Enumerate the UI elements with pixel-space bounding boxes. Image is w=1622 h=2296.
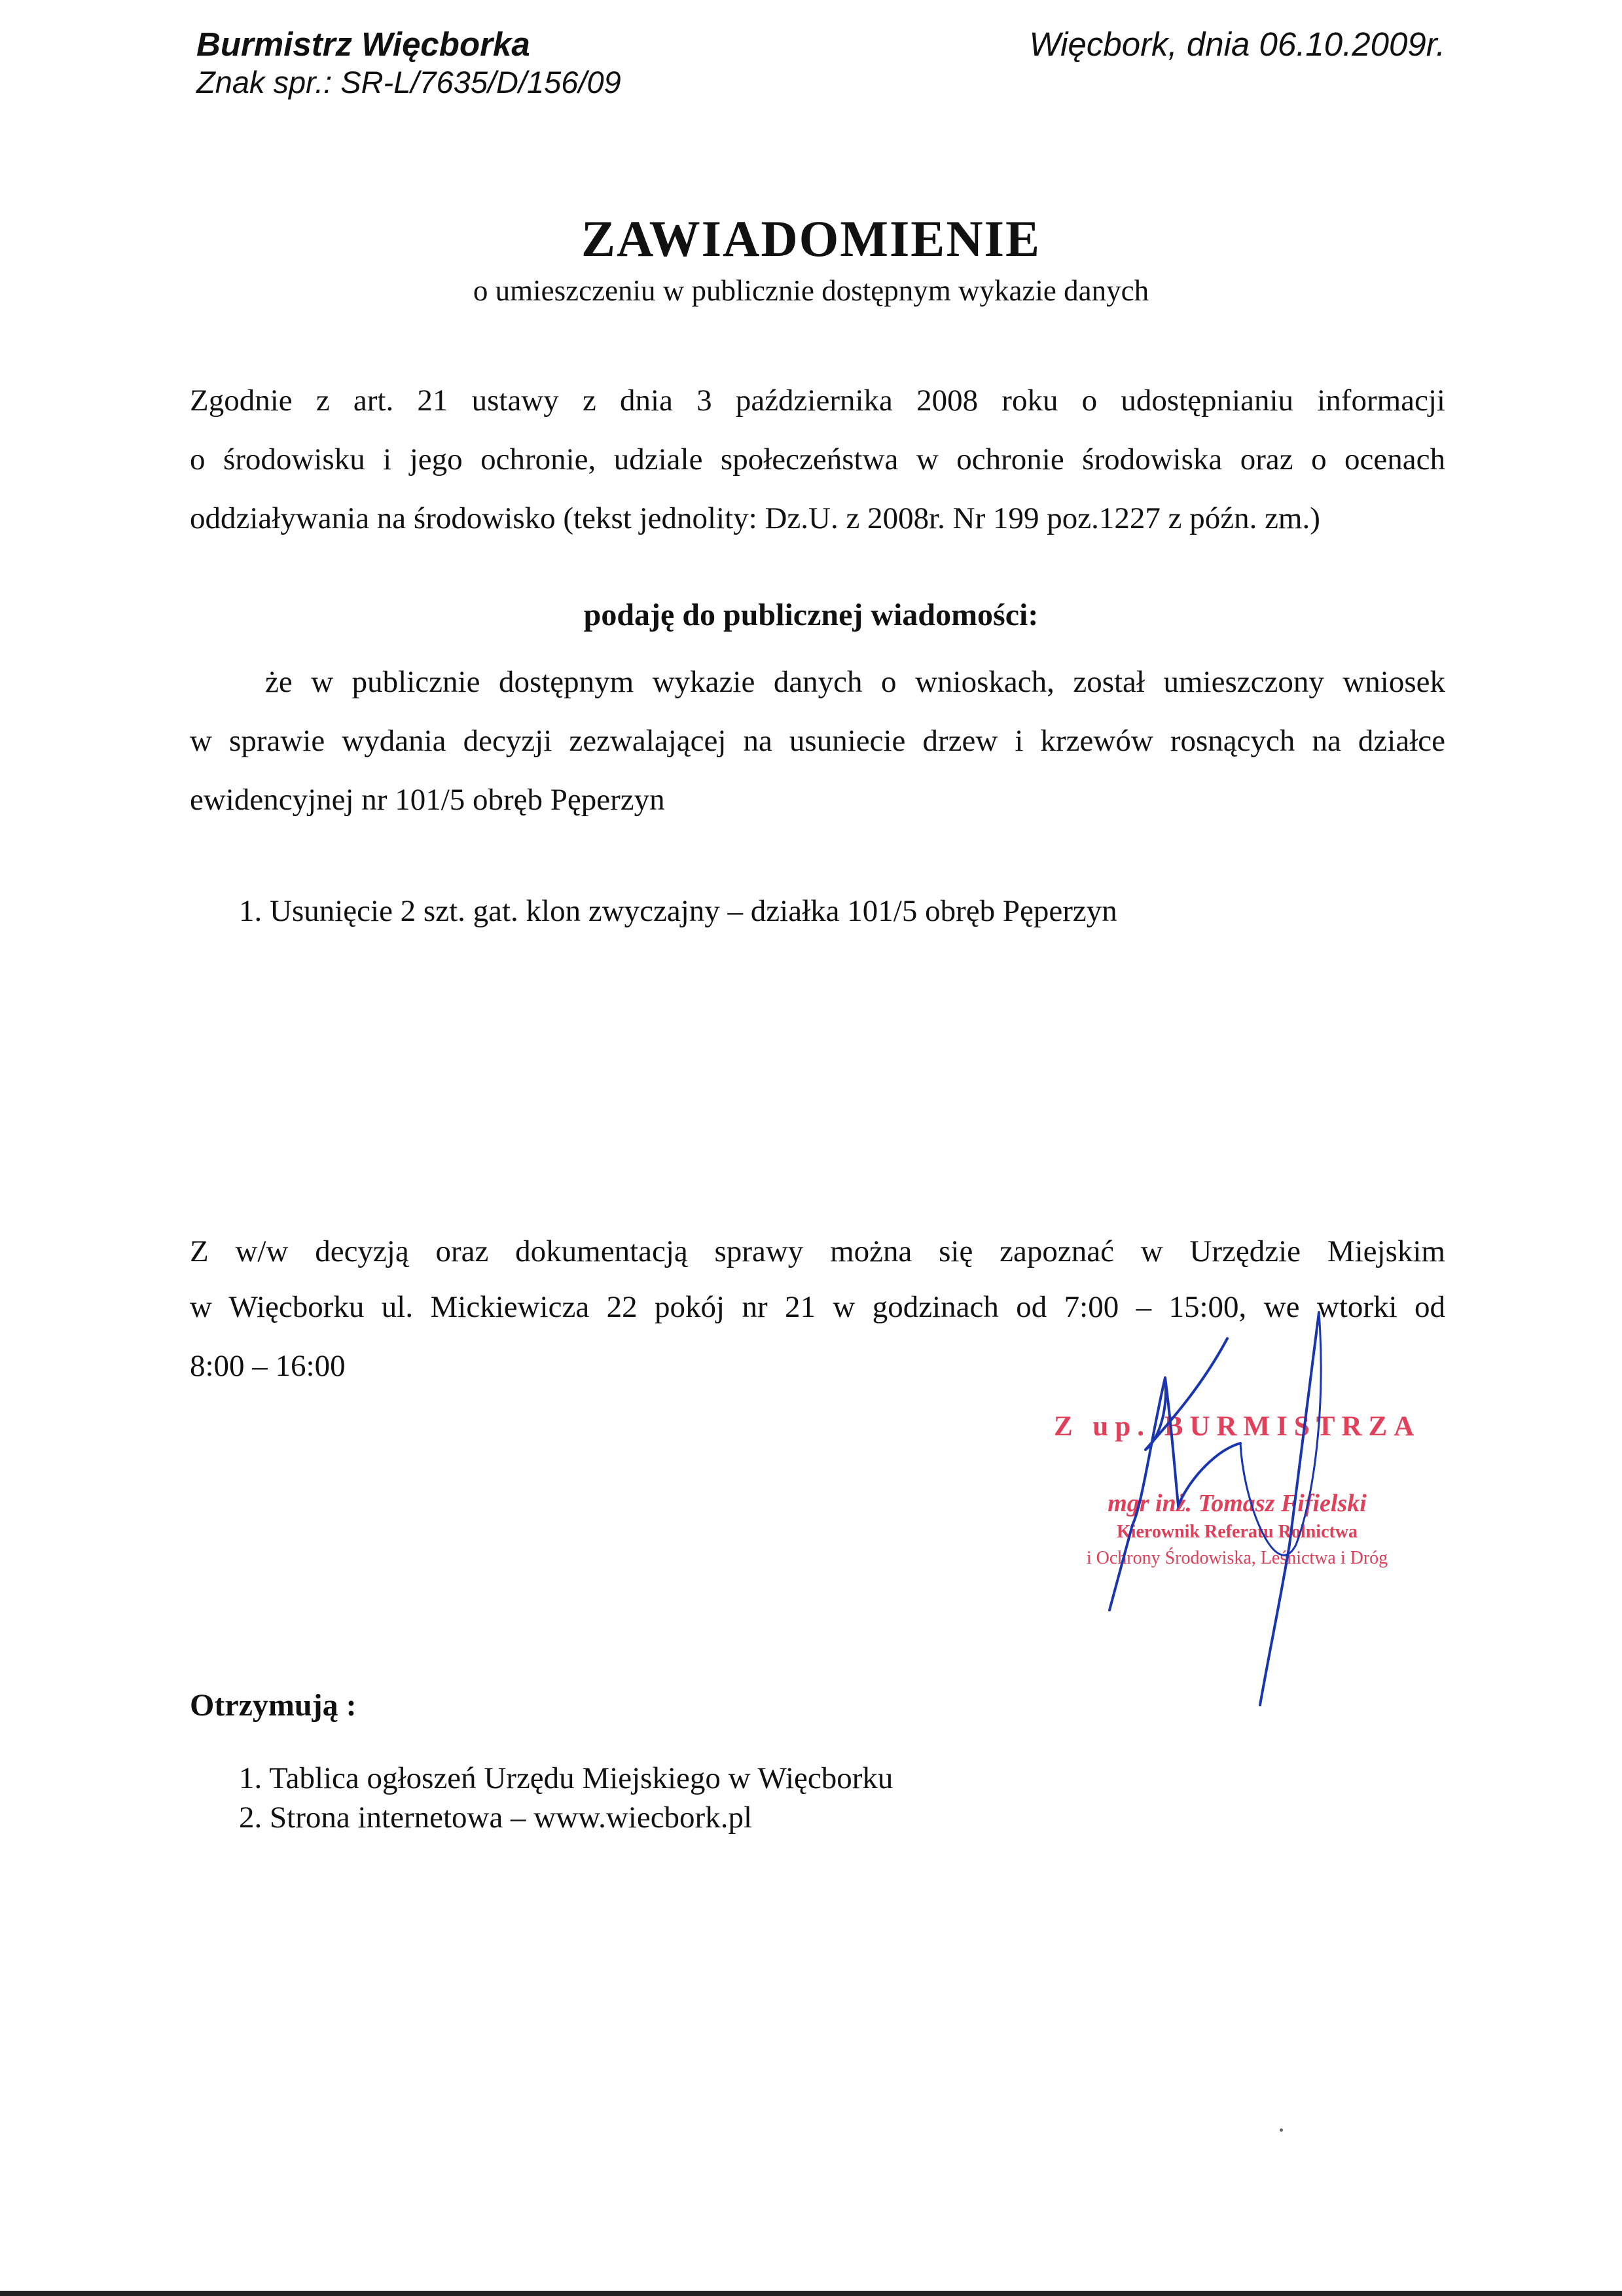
recipient-item: 1. Tablica ogłoszeń Urzędu Miejskiego w Więcborku (239, 1761, 893, 1795)
legal-basis-line: Zgodnie z art. 21 ustawy z dnia 3 października 2008 roku o udostępnianiu informacji (190, 384, 1445, 418)
notice-body-line: ewidencyjnej nr 101/5 obręb Pęperzyn (190, 783, 665, 817)
access-info-line: Z w/w decyzją oraz dokumentacją sprawy można się zapoznać w Urzędzie Miejskim (190, 1234, 1445, 1268)
notice-body-line: w sprawie wydania decyzji zezwalającej na usuniecie drzew i krzewów rosnących na działce (190, 724, 1445, 758)
document-subtitle: o umieszczeniu w publicznie dostępnym wykazie danych (473, 274, 1149, 307)
list-item: 1. Usunięcie 2 szt. gat. klon zwyczajny – działka 101/5 obręb Pęperzyn (239, 894, 1117, 928)
access-info-line: 8:00 – 16:00 (190, 1349, 346, 1383)
handwritten-signature (1060, 1309, 1427, 1728)
recipient-item: 2. Strona internetowa – www.wiecbork.pl (239, 1801, 753, 1835)
stamp-position: Kierownik Referatu Rolnictwa (1116, 1522, 1358, 1542)
announcement-heading: podaję do publicznej wiadomości: (583, 598, 1039, 632)
stamp-authorization: Z up. BURMISTRZA (1054, 1411, 1421, 1442)
legal-basis-line: o środowisku i jego ochronie, udziale społeczeństwa w ochronie środowiska oraz o ocenach (190, 442, 1445, 476)
legal-basis-line: oddziaływania na środowisko (tekst jednolity: Dz.U. z 2008r. Nr 199 poz.1227 z późn. zm.) (190, 501, 1320, 535)
place-and-date: Więcbork, dnia 06.10.2009r. (1029, 26, 1445, 63)
document-title: ZAWIADOMIENIE (581, 210, 1041, 267)
scan-edge-line (0, 2291, 1622, 2296)
access-info-line: w Więcborku ul. Mickiewicza 22 pokój nr 21 w godzinach od 7:00 – 15:00, we wtorki od (190, 1290, 1445, 1324)
case-reference: Znak spr.: SR-L/7635/D/156/09 (196, 65, 621, 99)
recipients-heading: Otrzymują : (190, 1688, 357, 1723)
scan-speck (1280, 2128, 1283, 2132)
notice-body-line: że w publicznie dostępnym wykazie danych o wnioskach, został umieszczony wniosek (265, 665, 1445, 699)
stamp-name: mgr inż. Tomasz Fifielski (1108, 1490, 1367, 1517)
issuer-name: Burmistrz Więcborka (196, 26, 530, 63)
stamp-department: i Ochrony Środowiska, Leśnictwa i Dróg (1086, 1548, 1388, 1568)
